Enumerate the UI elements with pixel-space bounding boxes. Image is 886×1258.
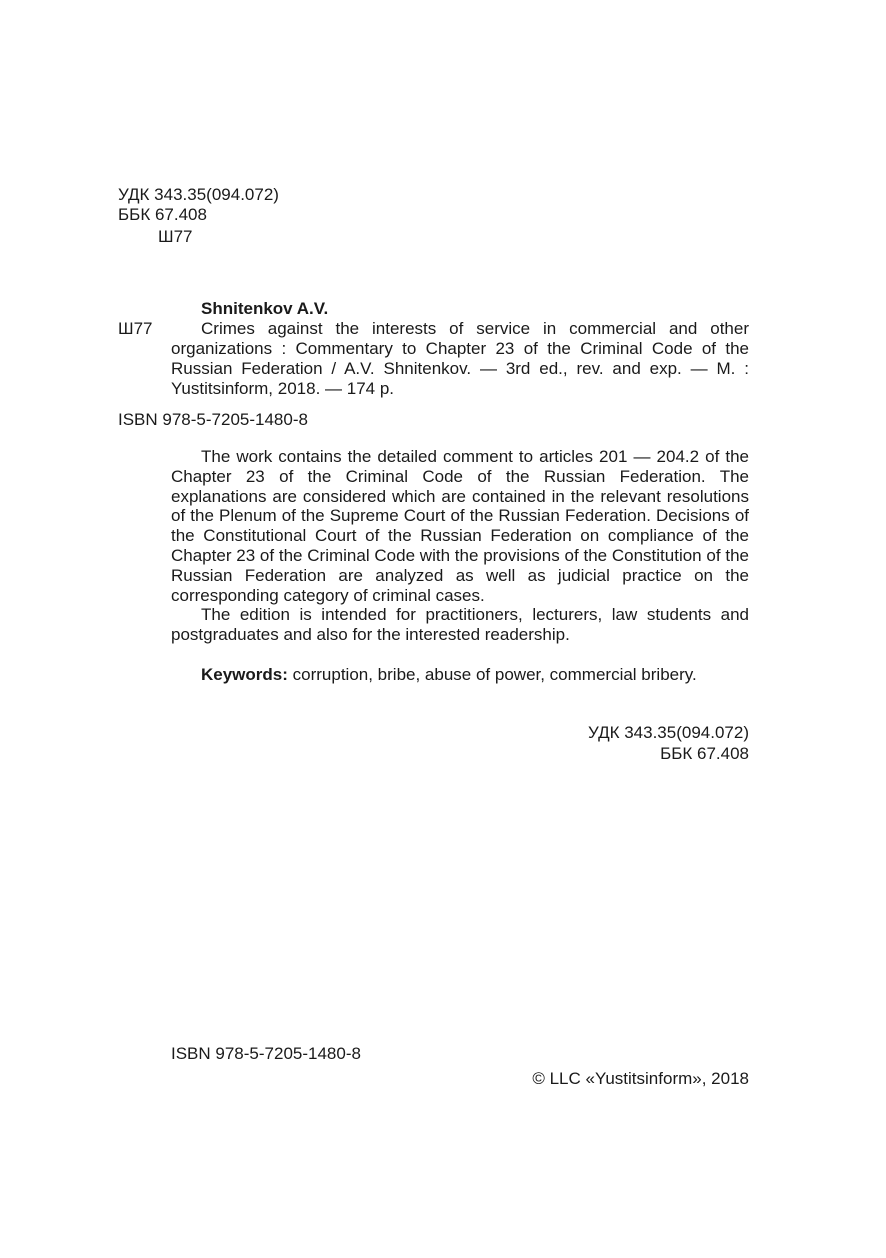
abstract <box>171 447 749 645</box>
keywords-text: corruption, bribe, abuse of power, commercial bribery. <box>287 665 697 684</box>
author-cipher-side: Ш77 <box>118 319 153 338</box>
author-cipher-top: Ш77 <box>158 227 193 246</box>
isbn-bottom: ISBN 978-5-7205-1480-8 <box>171 1044 361 1063</box>
author-name: Shnitenkov A.V. <box>201 299 329 318</box>
abstract-paragraph-2: The edition is intended for practitioners, lecturers, law students and postgraduates and also for the interested readership. <box>171 605 749 645</box>
udk-code-bottom: УДК 343.35(094.072) <box>588 723 749 742</box>
keywords <box>201 665 761 685</box>
bbk-code-top: ББК 67.408 <box>118 205 207 224</box>
isbn-top: ISBN 978-5-7205-1480-8 <box>118 410 308 429</box>
bibliographic-description: Crimes against the interests of service in commercial and other organizations : Commentary to Chapter 23 of the Criminal Code of the Russian Federation / A.V. Shnitenkov. — 3rd ed., rev. and exp. — M. : Yustitsinform, 2018. — 174 p. <box>171 319 749 398</box>
keywords-label: Keywords: <box>201 665 288 684</box>
abstract-paragraph-1: The work contains the detailed comment to articles 201 — 204.2 of the Chapter 23 of the Criminal Code of the Russian Federation. The explanations are considered which are contained in the relevant resolutions of the Plenum of the Supreme Court of the Russian Federation. Decisions of the Constitutional Court of the Russian Federation on compliance of the Chapter 23 of the Criminal Code with the provisions of the Constitution of the Russian Federation are analyzed as well as judicial practice on the corresponding category of criminal cases. <box>171 447 749 605</box>
udk-code-top: УДК 343.35(094.072) <box>118 185 279 204</box>
bbk-code-bottom: ББК 67.408 <box>660 744 749 763</box>
copyright-notice: © LLC «Yustitsinform», 2018 <box>532 1069 749 1088</box>
